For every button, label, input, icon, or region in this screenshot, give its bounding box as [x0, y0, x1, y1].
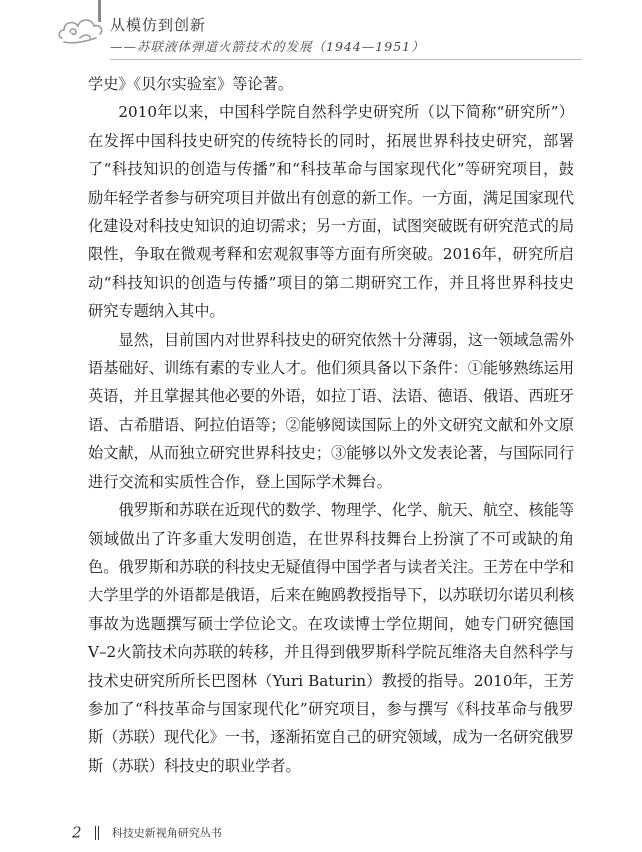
- book-title: 从模仿到创新: [110, 16, 207, 34]
- body-text: [88, 70, 574, 780]
- paragraph: 2010年以来，中国科学院自然科学史研究所（以下简称“研究所”）在发挥中国科技史研究的传统特长的同时，拓展世界科技史研究，部署了“科技知识的创造与传播”和“科技革命与国家现代化”等研究项目，鼓励年轻学者参与研究项目并做出有创意的新工作。一方面，满足国家现代化建设对科技史知识的迫切需求；另一方面，试图突破既有研究范式的局限性，争取在微观考释和宏观叙事等方面有所突破。2016年，研究所启动“科技知识的创造与传播”项目的第二期研究工作，并且将世界科技史研究专题纳入其中。: [88, 103, 574, 321]
- book-subtitle: ——苏联液体弹道火箭技术的发展（1944—1951）: [110, 39, 425, 54]
- paragraph: 俄罗斯和苏联在近现代的数学、物理学、化学、航天、航空、核能等领域做出了许多重大发明创造，在世界科技舞台上扮演了不可或缺的角色。俄罗斯和苏联的科技史无疑值得中国学者与读者关注。王芳在中学和大学里学的外语都是俄语，后来在鲍鸥教授指导下，以苏联切尔诺贝利核事故为选题撰写硕士学位论文。在攻读博士学位期间，她专门研究德国V–2火箭技术向苏联的转移，并且得到俄罗斯科学院瓦维洛夫自然科学与技术史研究所所长巴图林（Yuri Baturin）教授的指导。2010年，王芳参加了“科技革命与国家现代化”研究项目，参与撰写《科技革命与俄罗斯（苏联）现代化》一书，逐渐拓宽自己的研究领域，成为一名研究俄罗斯（苏联）科技史的职业学者。: [88, 501, 575, 775]
- series-name: 科技史新视角研究丛书: [111, 826, 222, 840]
- page-footer: [72, 822, 222, 842]
- paragraph: 显然，目前国内对世界科技史的研究依然十分薄弱，这一领域急需外语基础好、训练有素的专业人才。他们须具备以下条件：①能够熟练运用英语，并且掌握其他必要的外语，如拉丁语、法语、德语、俄语、西班牙语、古希腊语、阿拉伯语等；②能够阅读国际上的外文研究文献和外文原始文献，从而独立研究世界科技史；③能够以外文发表论著，与国际同行进行交流和实质性合作，登上国际学术舞台。: [88, 330, 575, 491]
- page-number: 2: [72, 823, 82, 842]
- header-divider: [110, 59, 582, 60]
- paragraph-continued: 学史》《贝尔实验室》等论著。: [88, 75, 294, 93]
- header-accent-bar: [98, 0, 101, 22]
- footer-separator: [95, 826, 99, 840]
